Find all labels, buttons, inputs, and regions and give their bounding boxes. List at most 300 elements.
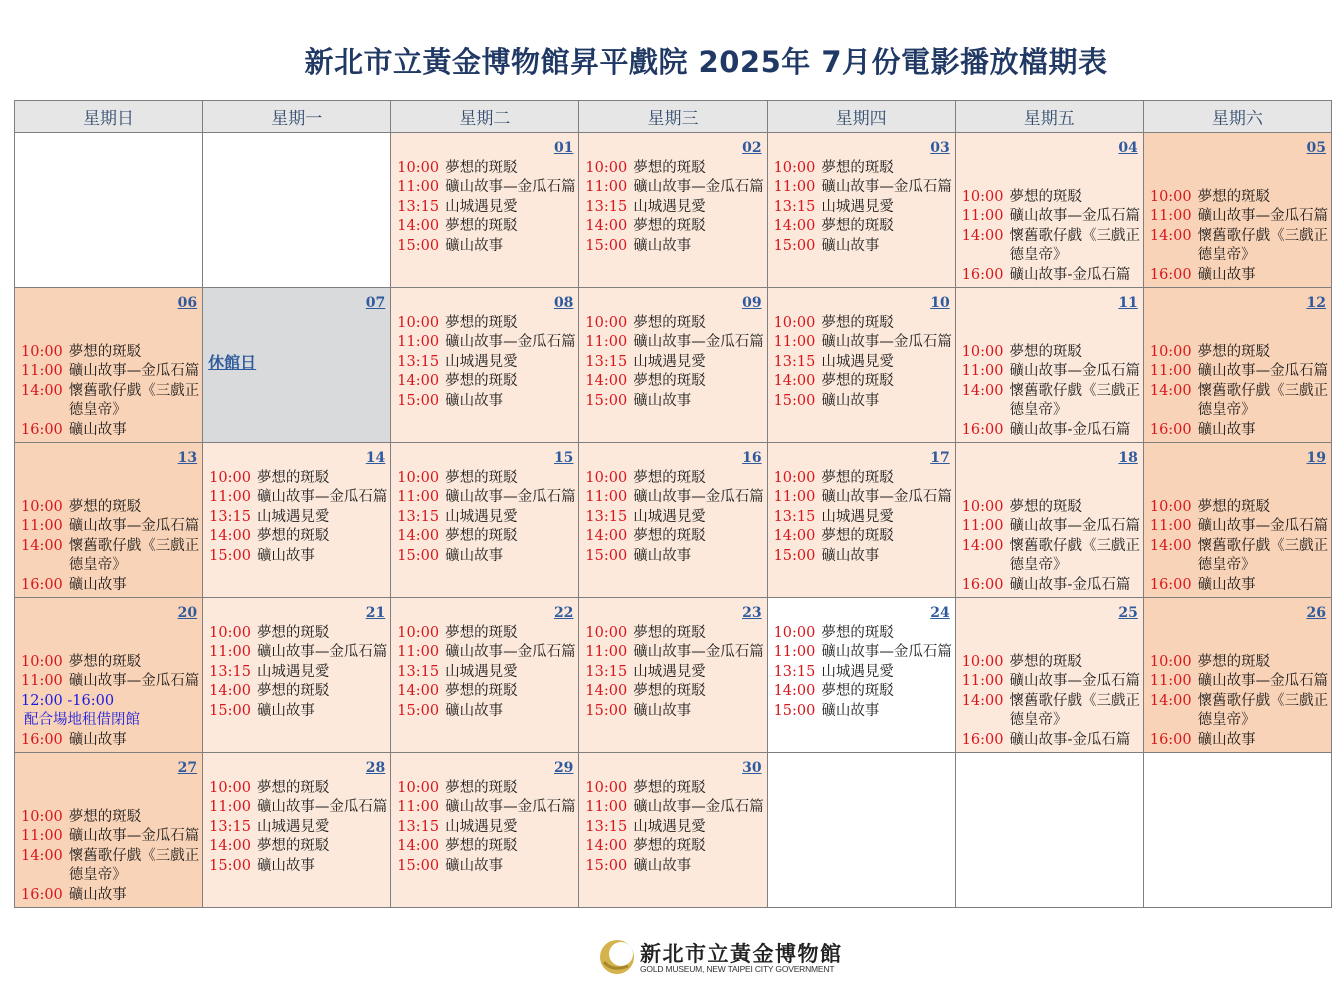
showtime-time: 13:15	[773, 508, 816, 525]
showtime-item	[774, 643, 953, 662]
showtime-item	[1150, 576, 1329, 595]
showtime-item	[21, 498, 200, 517]
day-number-link[interactable]: 24	[930, 605, 950, 621]
showtime-time: 11:00	[585, 489, 628, 506]
showtime-item	[397, 702, 576, 721]
film-title: 夢想的斑駁	[1197, 343, 1271, 360]
showtime-item	[397, 333, 576, 352]
showtime-time: 10:00	[961, 498, 1004, 515]
showtime-time: 15:00	[209, 857, 251, 874]
showtime-item	[1150, 207, 1329, 226]
showtime-item	[209, 798, 388, 817]
showtime-list	[585, 779, 764, 876]
film-title: 礦山故事—金瓜石篇	[633, 489, 764, 506]
film-title: 夢想的斑駁	[68, 808, 142, 825]
showtime-item	[585, 837, 764, 856]
showtime-list	[585, 314, 764, 411]
showtime-item	[774, 682, 953, 701]
day-number-link[interactable]: 07	[365, 295, 386, 311]
showtime-item	[397, 624, 576, 643]
showtime-item	[774, 702, 953, 721]
showtime-time: 11:00	[1149, 673, 1192, 690]
showtime-item	[962, 692, 1141, 731]
showtime-item	[962, 188, 1141, 207]
film-title: 山城遇見愛	[633, 508, 706, 525]
showtime-time: 16:00	[1149, 731, 1192, 748]
showtime-time: 14:00	[209, 838, 251, 855]
film-title: 礦山故事	[633, 702, 692, 719]
showtime-item	[585, 314, 764, 333]
showtime-list	[209, 779, 388, 876]
showtime-time: 15:00	[585, 857, 628, 874]
showtime-item	[397, 682, 576, 701]
film-title: 夢想的斑駁	[633, 838, 706, 855]
film-title: 礦山故事—金瓜石篇	[445, 489, 576, 506]
showtime-time: 11:00	[397, 334, 440, 351]
calendar-empty-cell	[203, 133, 391, 288]
showtime-time: 14:00	[585, 218, 628, 235]
day-number-link[interactable]: 21	[365, 605, 386, 621]
showtime-time: 14:00	[585, 373, 628, 390]
film-title: 夢想的斑駁	[1197, 188, 1271, 205]
weekday-header: 星期三	[579, 101, 767, 133]
showtime-time: 10:00	[1149, 343, 1192, 360]
showtime-time: 16:00	[21, 576, 63, 593]
showtime-item	[1150, 343, 1329, 362]
calendar-week-row	[15, 288, 1332, 443]
showtime-item	[962, 576, 1141, 595]
calendar-day-cell	[15, 598, 203, 753]
showtime-time: 14:00	[773, 218, 816, 235]
calendar-week-row	[15, 753, 1332, 908]
day-number-link[interactable]: 25	[1118, 605, 1138, 621]
showtime-time: 11:00	[21, 673, 63, 690]
film-title: 礦山故事—金瓜石篇	[1197, 363, 1329, 380]
day-number-link[interactable]: 17	[930, 450, 950, 466]
film-title: 夢想的斑駁	[1009, 653, 1082, 670]
day-number-link[interactable]: 22	[553, 605, 574, 621]
showtime-list	[1150, 188, 1329, 285]
showtime-item	[585, 488, 764, 507]
venue-rental-note	[21, 711, 200, 730]
day-number-link[interactable]: 15	[553, 450, 574, 466]
showtime-item	[21, 362, 200, 381]
day-number-link[interactable]: 02	[742, 140, 762, 156]
showtime-item	[209, 779, 388, 798]
showtime-item	[21, 672, 200, 691]
showtime-item	[774, 488, 953, 507]
film-title: 山城遇見愛	[821, 508, 894, 525]
showtime-list	[397, 159, 576, 256]
showtime-time: 15:00	[397, 857, 440, 874]
showtime-item	[585, 682, 764, 701]
film-title: 夢想的斑駁	[445, 218, 518, 235]
showtime-item	[209, 469, 388, 488]
showtime-item	[585, 353, 764, 372]
film-title: 夢想的斑駁	[445, 315, 518, 331]
showtime-time: 10:00	[21, 808, 63, 825]
film-title: 礦山故事—金瓜石篇	[821, 334, 952, 351]
showtime-time: 10:00	[397, 315, 440, 331]
calendar-day-cell	[203, 598, 391, 753]
film-title: 礦山故事—金瓜石篇	[1009, 208, 1140, 225]
showtime-item	[1150, 517, 1329, 536]
film-title: 山城遇見愛	[445, 508, 518, 525]
showtime-time: 10:00	[1149, 498, 1192, 515]
day-number-link[interactable]: 29	[553, 760, 574, 776]
showtime-time: 14:00	[773, 528, 816, 545]
calendar-body	[15, 133, 1332, 908]
film-title: 夢想的斑駁	[633, 470, 706, 486]
showtime-time: 13:15	[585, 818, 628, 835]
showtime-time: 16:00	[961, 576, 1004, 593]
weekday-header: 星期五	[955, 101, 1143, 133]
showtime-time: 11:00	[397, 179, 440, 196]
showtime-item	[585, 818, 764, 837]
showtime-item	[774, 372, 953, 391]
film-title: 礦山故事	[633, 857, 692, 874]
film-title: 夢想的斑駁	[445, 683, 518, 700]
day-number-link[interactable]: 23	[742, 605, 762, 621]
showtime-time: 15:00	[585, 392, 628, 409]
showtime-item	[962, 731, 1141, 750]
film-title: 懷舊歌仔戲《三戲正德皇帝》	[1197, 537, 1329, 574]
day-number-link[interactable]: 30	[742, 760, 762, 776]
showtime-time: 10:00	[397, 625, 440, 641]
film-title: 礦山故事—金瓜石篇	[1197, 673, 1329, 690]
showtime-time: 16:00	[961, 421, 1004, 438]
film-title: 夢想的斑駁	[445, 625, 518, 641]
film-title: 礦山故事—金瓜石篇	[1009, 363, 1140, 380]
calendar-day-cell	[203, 753, 391, 908]
day-number-link[interactable]: 06	[177, 295, 198, 311]
film-title: 礦山故事	[445, 702, 504, 719]
showtime-item	[1150, 188, 1329, 207]
showtime-item	[962, 343, 1141, 362]
showtime-time: 11:00	[209, 799, 251, 816]
showtime-time: 15:00	[585, 237, 628, 254]
day-number-link[interactable]: 11	[1118, 295, 1138, 311]
showtime-time: 11:00	[209, 644, 251, 661]
showtime-time: 11:00	[1149, 518, 1192, 535]
film-title: 礦山故事-金瓜石篇	[1009, 731, 1131, 748]
film-title: 山城遇見愛	[821, 353, 894, 370]
showtime-item	[397, 469, 576, 488]
film-title: 山城遇見愛	[256, 663, 330, 680]
showtime-item	[21, 827, 200, 846]
film-title: 礦山故事	[445, 392, 504, 409]
showtime-time: 14:00	[961, 537, 1004, 554]
film-title: 礦山故事—金瓜石篇	[633, 179, 764, 196]
calendar-day-cell	[767, 443, 955, 598]
day-number-link[interactable]: 04	[1118, 140, 1138, 156]
film-title: 礦山故事	[633, 392, 692, 409]
day-number-link[interactable]: 12	[1306, 295, 1326, 311]
film-title: 礦山故事	[633, 547, 692, 564]
showtime-item	[397, 837, 576, 856]
showtime-item	[774, 663, 953, 682]
film-title: 礦山故事	[821, 702, 880, 719]
weekday-header: 星期二	[391, 101, 579, 133]
film-title: 夢想的斑駁	[256, 625, 330, 641]
showtime-item	[774, 508, 953, 527]
day-number-link[interactable]: 20	[177, 605, 198, 621]
showtime-item	[397, 198, 576, 217]
film-title: 夢想的斑駁	[445, 838, 518, 855]
showtime-time: 15:00	[773, 702, 816, 719]
showtime-time: 10:00	[1149, 188, 1192, 205]
film-title: 礦山故事—金瓜石篇	[68, 518, 200, 535]
showtime-list	[209, 469, 388, 566]
showtime-time: 10:00	[397, 780, 440, 796]
calendar-day-cell	[955, 133, 1143, 288]
showtime-item	[21, 886, 200, 905]
showtime-time: 14:00	[585, 528, 628, 545]
venue-rental-note	[21, 692, 200, 711]
showtime-list	[21, 653, 200, 750]
showtime-item	[397, 818, 576, 837]
showtime-item	[21, 731, 200, 750]
showtime-item	[397, 663, 576, 682]
showtime-time: 13:15	[209, 663, 251, 680]
showtime-time: 10:00	[21, 498, 63, 515]
showtime-item	[397, 643, 576, 662]
film-title: 礦山故事	[1197, 266, 1256, 283]
showtime-time: 16:00	[961, 731, 1004, 748]
film-title: 礦山故事	[1197, 576, 1256, 593]
film-title: 懷舊歌仔戲《三戲正德皇帝》	[1009, 537, 1140, 574]
showtime-item	[585, 159, 764, 178]
showtime-item	[1150, 692, 1329, 731]
day-number-link[interactable]: 18	[1118, 450, 1138, 466]
showtime-item	[774, 237, 953, 256]
film-title: 夢想的斑駁	[633, 780, 706, 796]
showtime-list	[1150, 498, 1329, 595]
showtime-time: 11:00	[585, 179, 628, 196]
showtime-item	[1150, 672, 1329, 691]
day-number-link[interactable]: 01	[553, 140, 574, 156]
weekday-header: 星期一	[203, 101, 391, 133]
showtime-item	[585, 237, 764, 256]
showtime-item	[397, 314, 576, 333]
showtime-item	[209, 663, 388, 682]
showtime-time: 10:00	[1149, 653, 1192, 670]
showtime-time: 11:00	[1149, 208, 1192, 225]
film-title: 山城遇見愛	[445, 818, 518, 835]
showtime-item	[397, 488, 576, 507]
showtime-item	[397, 527, 576, 546]
film-title: 懷舊歌仔戲《三戲正德皇帝》	[68, 537, 200, 574]
showtime-list	[774, 159, 953, 256]
showtime-item	[209, 508, 388, 527]
film-title: 礦山故事	[821, 237, 880, 254]
showtime-time: 15:00	[773, 392, 816, 409]
calendar-day-cell	[1143, 598, 1331, 753]
film-title: 懷舊歌仔戲《三戲正德皇帝》	[1009, 692, 1140, 729]
calendar-day-cell	[391, 753, 579, 908]
showtime-item	[962, 421, 1141, 440]
showtime-item	[1150, 266, 1329, 285]
showtime-item	[962, 362, 1141, 381]
day-number-link[interactable]: 09	[742, 295, 762, 311]
showtime-time: 13:15	[585, 353, 628, 370]
showtime-time: 14:00	[21, 847, 63, 864]
showtime-time: 16:00	[21, 421, 63, 438]
film-title: 夢想的斑駁	[633, 315, 706, 331]
film-title: 夢想的斑駁	[445, 160, 518, 176]
film-title: 夢想的斑駁	[821, 470, 894, 486]
film-title: 山城遇見愛	[256, 818, 330, 835]
showtime-time: 10:00	[585, 780, 628, 796]
film-title: 夢想的斑駁	[821, 315, 894, 331]
showtime-item	[962, 653, 1141, 672]
calendar-day-cell	[955, 443, 1143, 598]
calendar-day-cell	[579, 133, 767, 288]
showtime-time: 11:00	[773, 179, 816, 196]
film-title: 懷舊歌仔戲《三戲正德皇帝》	[1009, 382, 1140, 419]
film-title: 山城遇見愛	[445, 353, 518, 370]
day-number-link[interactable]: 19	[1306, 450, 1326, 466]
showtime-item	[21, 847, 200, 886]
calendar-empty-cell	[955, 753, 1143, 908]
showtime-time: 11:00	[773, 489, 816, 506]
showtime-time: 13:15	[397, 508, 440, 525]
showtime-item	[585, 702, 764, 721]
showtime-time: 16:00	[1149, 576, 1192, 593]
film-title: 礦山故事	[256, 702, 315, 719]
calendar-day-cell	[955, 598, 1143, 753]
showtime-item	[774, 217, 953, 236]
showtime-item	[774, 469, 953, 488]
film-title: 礦山故事	[256, 857, 315, 874]
showtime-item	[962, 227, 1141, 266]
film-title: 夢想的斑駁	[821, 218, 894, 235]
showtime-item	[21, 576, 200, 595]
calendar-day-cell	[391, 598, 579, 753]
showtime-time: 10:00	[209, 780, 251, 796]
showtime-item	[209, 547, 388, 566]
closed-day-label[interactable]: 休館日	[208, 353, 257, 372]
film-title: 夢想的斑駁	[821, 373, 894, 390]
showtime-time: 16:00	[21, 886, 63, 903]
showtime-time: 15:00	[397, 392, 440, 409]
film-title: 礦山故事—金瓜石篇	[1009, 673, 1140, 690]
film-title: 夢想的斑駁	[821, 528, 894, 545]
showtime-item	[1150, 362, 1329, 381]
showtime-time: 10:00	[397, 470, 440, 486]
showtime-time: 13:15	[209, 508, 251, 525]
showtime-time: 14:00	[397, 218, 440, 235]
film-title: 山城遇見愛	[445, 663, 518, 680]
showtime-time: 12:00 -16:00	[21, 692, 115, 709]
showtime-time: 10:00	[585, 315, 628, 331]
film-title: 夢想的斑駁	[445, 780, 518, 796]
film-title: 夢想的斑駁	[256, 838, 330, 855]
showtime-time: 10:00	[773, 625, 816, 641]
showtime-list	[21, 343, 200, 440]
showtime-time: 10:00	[585, 160, 628, 176]
film-title: 夢想的斑駁	[1197, 653, 1271, 670]
showtime-time: 13:15	[585, 508, 628, 525]
showtime-item	[209, 643, 388, 662]
day-number-link[interactable]: 27	[177, 760, 198, 776]
film-title: 配合場地租借閉館	[24, 712, 140, 729]
showtime-time: 11:00	[961, 208, 1004, 225]
film-title: 礦山故事—金瓜石篇	[1197, 518, 1329, 535]
showtime-item	[21, 517, 200, 536]
day-number-link[interactable]: 10	[930, 295, 950, 311]
day-number-link[interactable]: 14	[365, 450, 386, 466]
showtime-item	[21, 653, 200, 672]
showtime-list	[962, 498, 1141, 595]
showtime-item	[585, 178, 764, 197]
museum-logo	[598, 936, 843, 978]
showtime-item	[585, 779, 764, 798]
showtime-time: 14:00	[1149, 227, 1192, 244]
film-title: 夢想的斑駁	[68, 653, 142, 670]
day-number-link[interactable]: 08	[553, 295, 574, 311]
day-number-link[interactable]: 28	[365, 760, 386, 776]
showtime-time: 11:00	[585, 644, 628, 661]
showtime-time: 15:00	[585, 547, 628, 564]
showtime-time: 11:00	[585, 799, 628, 816]
showtime-item	[585, 527, 764, 546]
showtime-time: 13:15	[397, 663, 440, 680]
film-title: 礦山故事—金瓜石篇	[1009, 518, 1140, 535]
calendar-day-cell	[203, 443, 391, 598]
showtime-time: 10:00	[21, 653, 63, 670]
showtime-item	[397, 217, 576, 236]
showtime-item	[397, 392, 576, 411]
film-title: 礦山故事—金瓜石篇	[445, 179, 576, 196]
calendar-day-cell	[391, 288, 579, 443]
showtime-list	[397, 314, 576, 411]
film-title: 夢想的斑駁	[1009, 343, 1082, 360]
showtime-item	[774, 159, 953, 178]
day-number-link[interactable]: 13	[177, 450, 198, 466]
showtime-item	[209, 857, 388, 876]
calendar-day-cell	[955, 288, 1143, 443]
showtime-item	[774, 178, 953, 197]
showtime-list	[21, 808, 200, 905]
showtime-item	[1150, 537, 1329, 576]
showtime-item	[962, 266, 1141, 285]
showtime-time: 11:00	[397, 489, 440, 506]
showtime-time: 10:00	[773, 315, 816, 331]
film-title: 夢想的斑駁	[445, 373, 518, 390]
calendar-day-cell	[579, 598, 767, 753]
day-number-link[interactable]: 05	[1306, 140, 1326, 156]
showtime-time: 11:00	[773, 334, 816, 351]
showtime-time: 11:00	[961, 673, 1004, 690]
day-number-link[interactable]: 16	[742, 450, 762, 466]
day-number-link[interactable]: 26	[1306, 605, 1326, 621]
day-number-link[interactable]: 03	[930, 140, 950, 156]
calendar-day-cell	[579, 753, 767, 908]
showtime-time: 10:00	[961, 343, 1004, 360]
film-title: 礦山故事—金瓜石篇	[445, 799, 576, 816]
film-title: 礦山故事	[68, 576, 127, 593]
showtime-time: 16:00	[1149, 421, 1192, 438]
film-title: 礦山故事-金瓜石篇	[1009, 576, 1131, 593]
showtime-item	[585, 857, 764, 876]
film-title: 夢想的斑駁	[445, 528, 518, 545]
showtime-time: 11:00	[209, 489, 251, 506]
film-title: 山城遇見愛	[821, 198, 894, 215]
showtime-time: 11:00	[21, 828, 63, 845]
showtime-item	[397, 237, 576, 256]
film-title: 礦山故事—金瓜石篇	[445, 644, 576, 661]
